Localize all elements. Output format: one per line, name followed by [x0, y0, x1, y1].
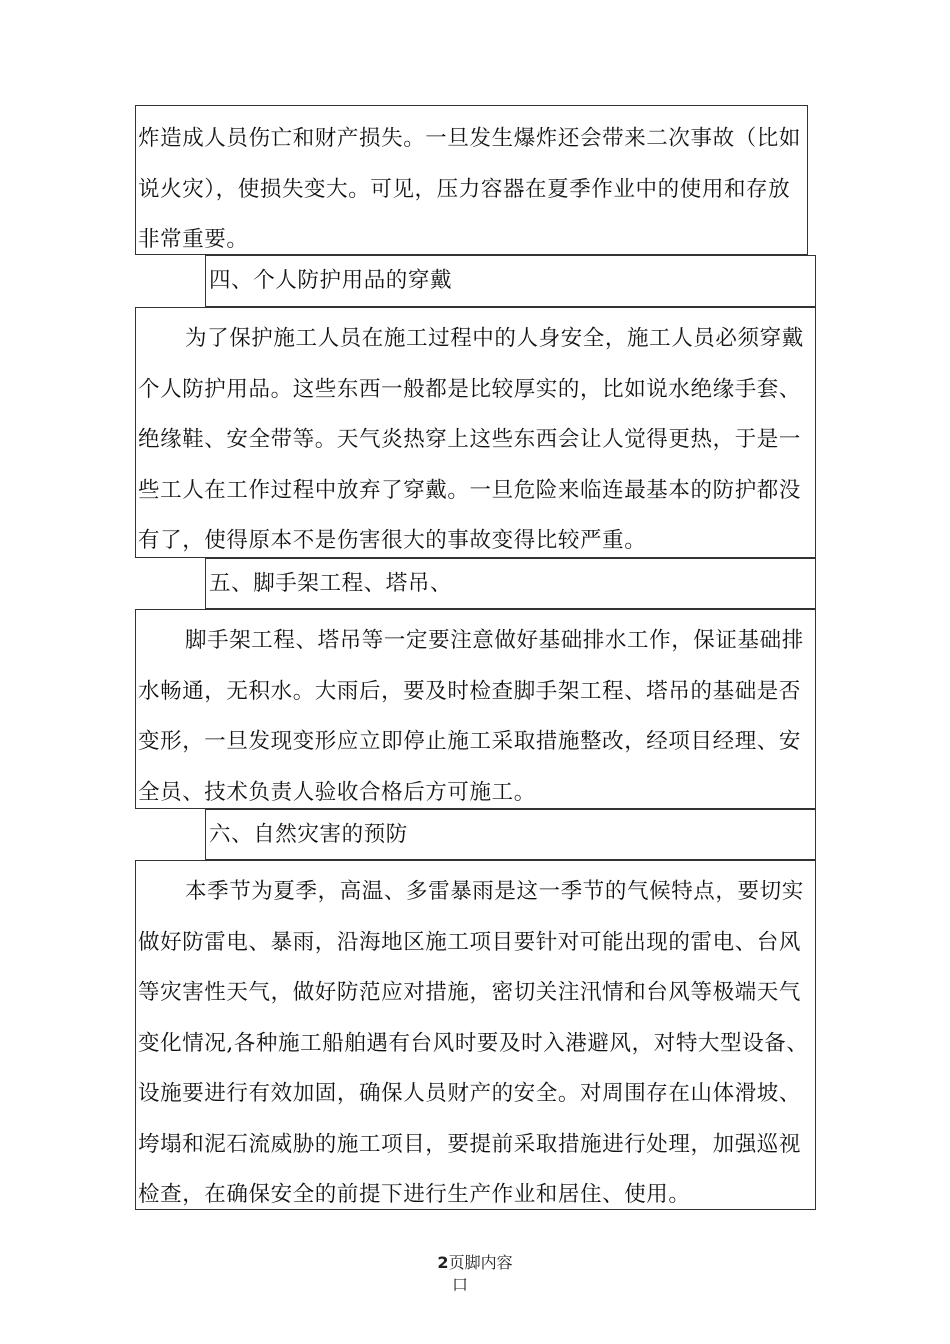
paragraph-line: 全员、技术负责人验收合格后方可施工。: [138, 779, 536, 805]
paragraph-line: 变形，一旦发现变形应立即停止施工采取措施整改，经项目经理、安: [138, 729, 802, 754]
paragraph-line: 水畅通，无积水。大雨后，要及时检查脚手架工程、塔吊的基础是否: [138, 678, 802, 704]
paragraph-line: 做好防雷电、暴雨，沿海地区施工项目要针对可能出现的雷电、台风: [138, 929, 802, 955]
paragraph-box-6: [135, 860, 816, 1210]
section-heading-4: [205, 255, 816, 307]
paragraph-line: 绝缘鞋、安全带等。天气炎热穿上这些东西会让人觉得更热，于是一: [138, 427, 802, 452]
paragraph-line: 非常重要。: [138, 227, 249, 252]
paragraph-box-1: [135, 105, 808, 255]
section-heading-text: 六、自然灾害的预防: [209, 822, 408, 847]
paragraph-line: 检查，在确保安全的前提下进行生产作业和居住、使用。: [138, 1182, 691, 1207]
paragraph-line: 炸造成人员伤亡和财产损失。一旦发生爆炸还会带来二次事故（比如: [138, 126, 802, 151]
paragraph-box-5: [135, 609, 816, 809]
section-heading-6: [205, 809, 816, 860]
paragraph-line: 个人防护用品。这些东西一般都是比较厚实的，比如说水绝缘手套、: [138, 376, 802, 402]
paragraph-line: 垮塌和泥石流威胁的施工项目，要提前采取措施进行处理，加强巡视: [138, 1131, 802, 1157]
paragraph-line: 说火灾），使损失变大。可见，压力容器在夏季作业中的使用和存放: [138, 176, 791, 202]
section-heading-text: 四、个人防护用品的穿戴: [209, 268, 453, 293]
paragraph-line: 变化情况,各种施工船舶遇有台风时要及时入港避风，对特大型设备、: [138, 1030, 809, 1056]
paragraph-line: 为了保护施工人员在施工过程中的人身安全，施工人员必须穿戴: [185, 326, 804, 351]
footer-symbol-text: 口: [451, 1275, 468, 1294]
footer-label: 页脚内容: [448, 1253, 513, 1272]
page-number: 2: [437, 1253, 449, 1272]
section-heading-text: 五、脚手架工程、塔吊、: [209, 571, 453, 596]
paragraph-box-4: [135, 307, 816, 558]
paragraph-line: 有了，使得原本不是伤害很大的事故变得比较严重。: [138, 528, 647, 553]
section-heading-5: [205, 558, 816, 609]
paragraph-line: 设施要进行有效加固，确保人员财产的安全。对周围存在山体滑坡、: [138, 1081, 802, 1106]
paragraph-line: 脚手架工程、塔吊等一定要注意做好基础排水工作，保证基础排: [185, 628, 804, 653]
page-footer: [0, 1250, 950, 1273]
paragraph-line: 本季节为夏季，高温、多雷暴雨是这一季节的气候特点，要切实: [185, 879, 804, 904]
footer-symbol: [0, 1272, 935, 1295]
paragraph-line: 等灾害性天气，做好防范应对措施，密切关注汛情和台风等极端天气: [138, 980, 802, 1005]
paragraph-line: 些工人在工作过程中放弃了穿戴。一旦危险来临连最基本的防护都没: [138, 477, 802, 503]
